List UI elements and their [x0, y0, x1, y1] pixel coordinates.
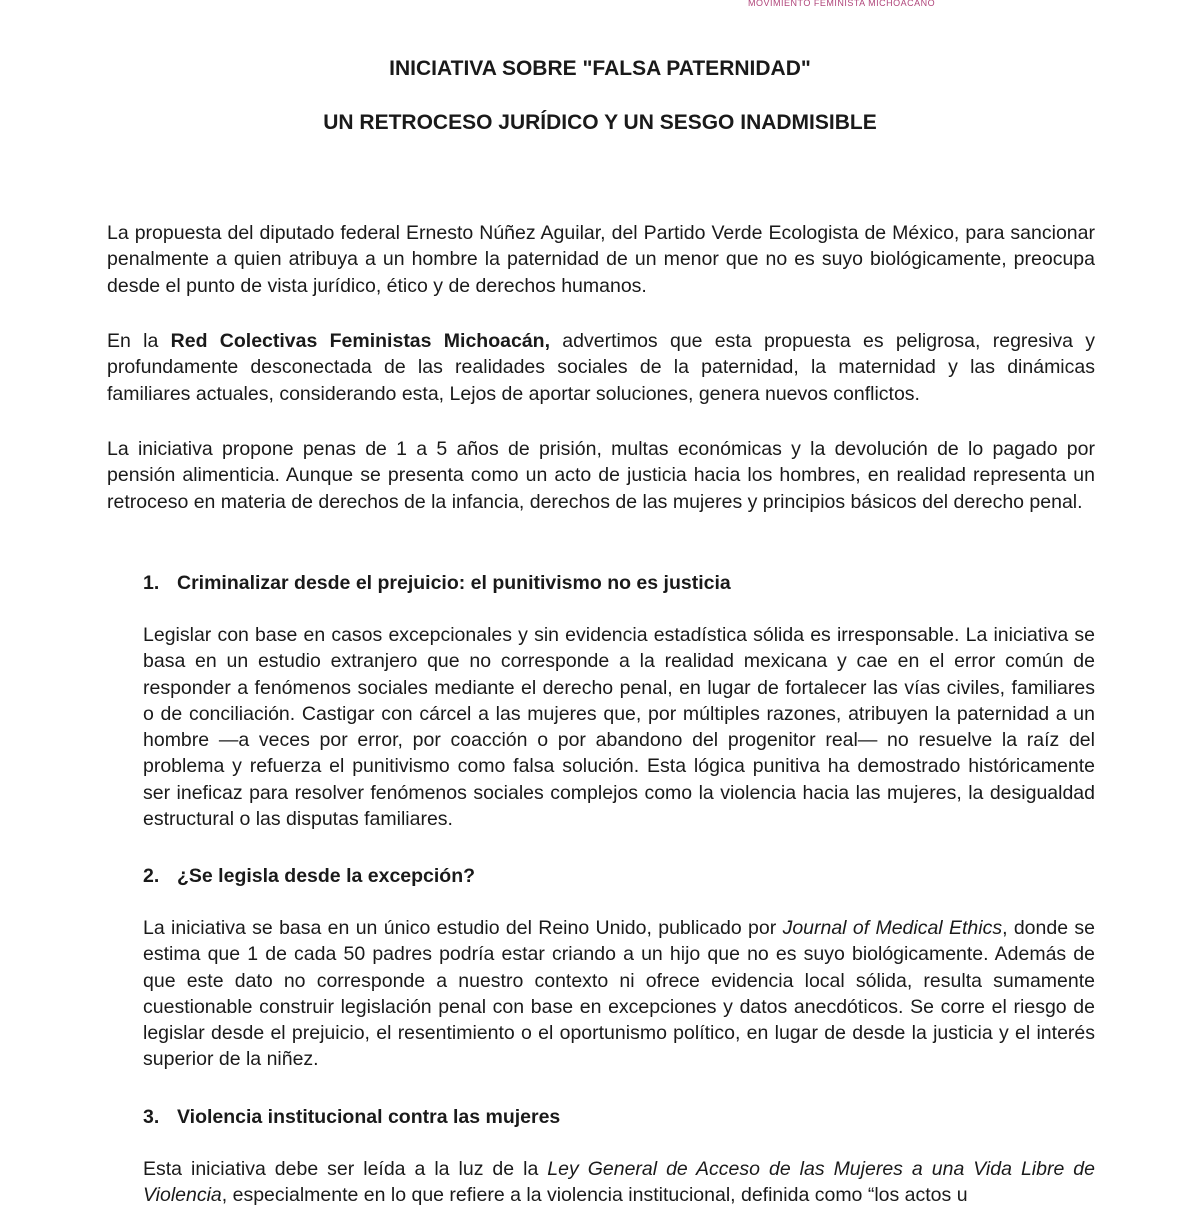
section-3-heading	[143, 1104, 560, 1130]
section-3-number: 3.	[143, 1106, 160, 1128]
document-title: INICIATIVA SOBRE "FALSA PATERNIDAD"	[389, 57, 811, 80]
section-1-title: Criminalizar desde el prejuicio: el punitivismo no es justicia	[177, 572, 731, 594]
section-3-title: Violencia institucional contra las mujeres	[177, 1106, 561, 1128]
statement-paragraph	[107, 328, 1095, 407]
section-1-body: Legislar con base en casos excepcionales y sin evidencia estadística sólida es irresponsable. La iniciativa se basa en un estudio extranjero que no corresponde a la realidad mexicana y cae en el error común de responder a fenómenos sociales mediante el derecho penal, en lugar de fortalecer las vías civiles, familiares o de conciliación. Castigar con cárcel a las mujeres que, por múltiples razones, atribuyen la paternidad a un hombre —a veces por error, por coacción o por abandono del progenitor real— no resuelve la raíz del problema y refuerza el punitivismo como falsa solución. Esta lógica punitiva ha demostrado históricamente ser ineficaz para resolver fenómenos sociales complejos como la violencia hacia las mujeres, la desigualdad estructural o las disputas familiares.	[143, 624, 1095, 831]
intro-paragraph: La propuesta del diputado federal Ernesto Núñez Aguilar, del Partido Verde Ecologista de México, para sancionar penalmente a quien atribuya a un hombre la paternidad de un menor que no es suyo biológicamente, preocupa desde el punto de vista jurídico, ético y de derechos humanos.	[107, 222, 1095, 297]
section-2-text: , donde se estima que 1 de cada 50 padres podría estar criando a un hijo que no es suyo biológicamente. Además de que este dato no corresponde a nuestro contexto ni ofrece evidencia local sólida, resulta sumamente cuestionable construir legislación penal con base en excepciones y datos anecdóticos. Se corre el riesgo de legislar desde el prejuicio, el resentimiento o el oportunismo político, en lugar de desde la justicia y el interés superior de la niñez.	[143, 917, 1095, 1071]
section-3-text: , especialmente en lo que refiere a la violencia institucional, definida como “los actos u	[221, 1184, 968, 1207]
section-3-lead: Esta iniciativa debe ser leída a la luz de la	[143, 1158, 548, 1180]
section-2-number: 2.	[143, 865, 160, 887]
header-mark: MOVIMIENTO FEMINISTA MICHOACANO	[748, 0, 936, 6]
document-subtitle: UN RETROCESO JURÍDICO Y UN SESGO INADMISIBLE	[323, 111, 877, 134]
journal-name: Journal of Medical Ethics	[782, 917, 1003, 939]
proposal-paragraph: La iniciativa propone penas de 1 a 5 años de prisión, multas económicas y la devolución de lo pagado por pensión alimenticia. Aunque se presenta como un acto de justicia hacia los hombres, en realidad representa un retroceso en materia de derechos de la infancia, derechos de las mujeres y principios básicos del derecho penal.	[107, 438, 1095, 513]
section-2-lead: La iniciativa se basa en un único estudio del Reino Unido, publicado por	[143, 917, 783, 939]
statement-text: advertimos que esta propuesta es peligrosa, regresiva y profundamente desconectada de las realidades sociales de la paternidad, la maternidad y las dinámicas familiares actuales, considerando esta, Lejos de aportar soluciones, genera nuevos conflictos.	[107, 330, 1095, 405]
section-3-body	[143, 1156, 1095, 1208]
section-2-title: ¿Se legisla desde la excepción?	[177, 865, 476, 887]
law-name: Ley General de Acceso de las Mujeres a una Vida Libre de Violencia	[143, 1158, 1095, 1207]
statement-lead: En la	[107, 330, 171, 352]
section-1-heading	[143, 570, 731, 596]
section-1-number: 1.	[143, 572, 160, 594]
organization-name: Red Colectivas Feministas Michoacán,	[170, 330, 550, 352]
section-2-heading	[143, 863, 475, 889]
section-2-body	[143, 915, 1095, 1073]
